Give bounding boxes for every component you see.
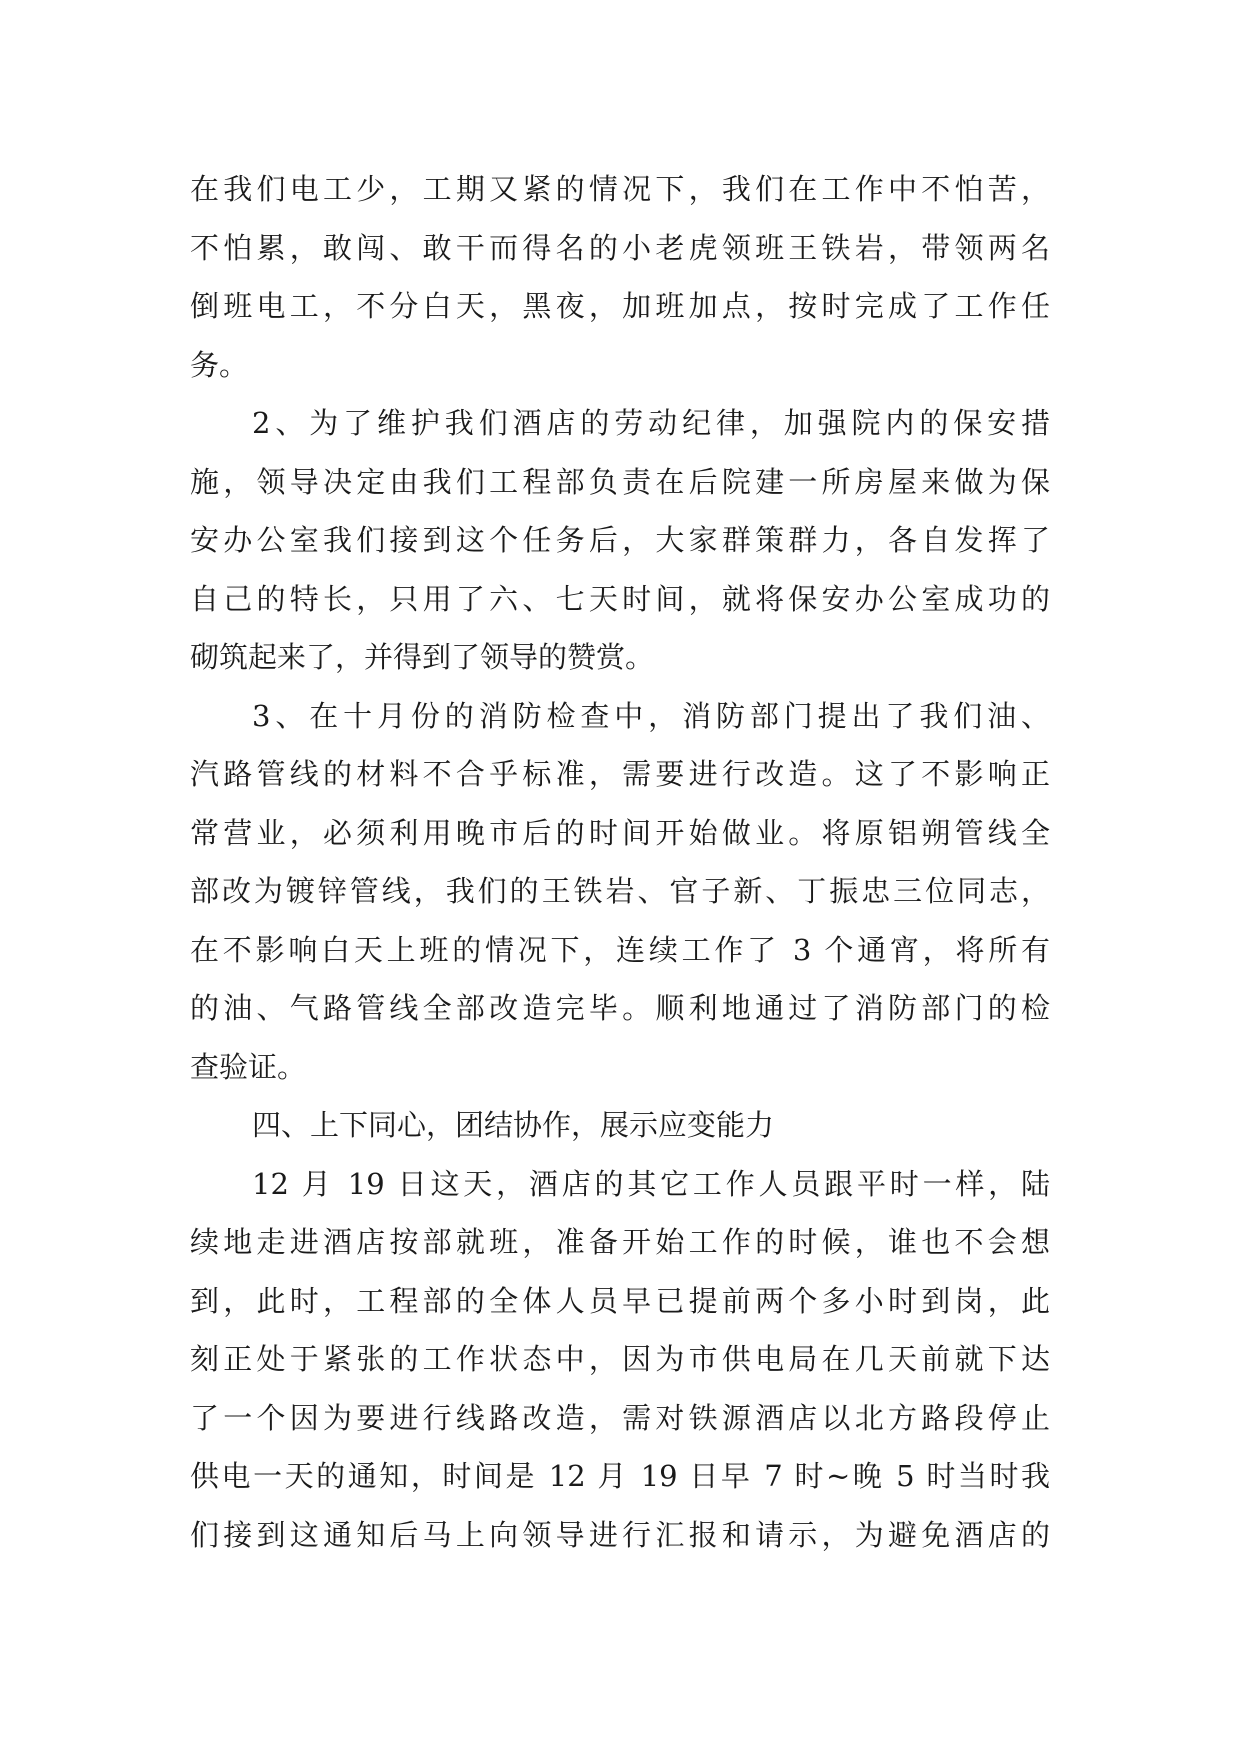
section-heading: 四、上下同心，团结协作，展示应变能力 [252, 1108, 775, 1142]
text-line: 刻正处于紧张的工作状态中，因为市供电局在几天前就下达 [190, 1342, 1050, 1376]
text-line: 施，领导决定由我们工程部负责在后院建一所房屋来做为保 [190, 464, 1050, 499]
text-line: 安办公室我们接到这个任务后，大家群策群力，各自发挥了 [190, 523, 1050, 557]
text-line: 续地走进酒店按部就班，准备开始工作的时候，谁也不会想 [190, 1225, 1050, 1259]
text-line: 查验证。 [190, 1049, 307, 1084]
paragraph-start-line: 2、为了维护我们酒店的劳动纪律，加强院内的保安措 [252, 406, 1050, 440]
paragraph-start-line: 12 月 19 日这天，酒店的其它工作人员跟平时一样，陆 [252, 1166, 1050, 1201]
text-line: 在不影响白天上班的情况下，连续工作了 3 个通宵，将所有 [190, 932, 1050, 967]
text-line: 部改为镀锌管线，我们的王铁岩、官子新、丁振忠三位同志， [190, 874, 1050, 908]
text-line: 砌筑起来了，并得到了领导的赞赏。 [190, 640, 655, 674]
text-line: 务。 [190, 347, 249, 382]
text-line: 常营业，必须利用晚市后的时间开始做业。将原铝朔管线全 [190, 815, 1050, 850]
text-line: 们接到这通知后马上向领导进行汇报和请示，为避免酒店的 [190, 1517, 1050, 1552]
text-line: 到，此时，工程部的全体人员早已提前两个多小时到岗，此 [190, 1283, 1050, 1318]
text-line: 倒班电工，不分白天，黑夜，加班加点，按时完成了工作任 [190, 289, 1050, 323]
document-body [190, 160, 1050, 1564]
text-line: 的油、气路管线全部改造完毕。顺利地通过了消防部门的检 [190, 991, 1050, 1025]
text-line: 了一个因为要进行线路改造，需对铁源酒店以北方路段停止 [190, 1400, 1050, 1435]
text-line: 供电一天的通知，时间是 12 月 19 日早 7 时~晚 5 时当时我 [190, 1459, 1050, 1493]
text-line: 汽路管线的材料不合乎标准，需要进行改造。这了不影响正 [190, 757, 1050, 791]
text-line: 自己的特长，只用了六、七天时间，就将保安办公室成功的 [190, 581, 1050, 616]
text-line: 在我们电工少，工期又紧的情况下，我们在工作中不怕苦， [190, 172, 1050, 206]
text-line: 不怕累，敢闯、敢干而得名的小老虎领班王铁岩，带领两名 [190, 230, 1050, 265]
paragraph-start-line: 3、在十月份的消防检查中，消防部门提出了我们油、 [252, 698, 1050, 733]
